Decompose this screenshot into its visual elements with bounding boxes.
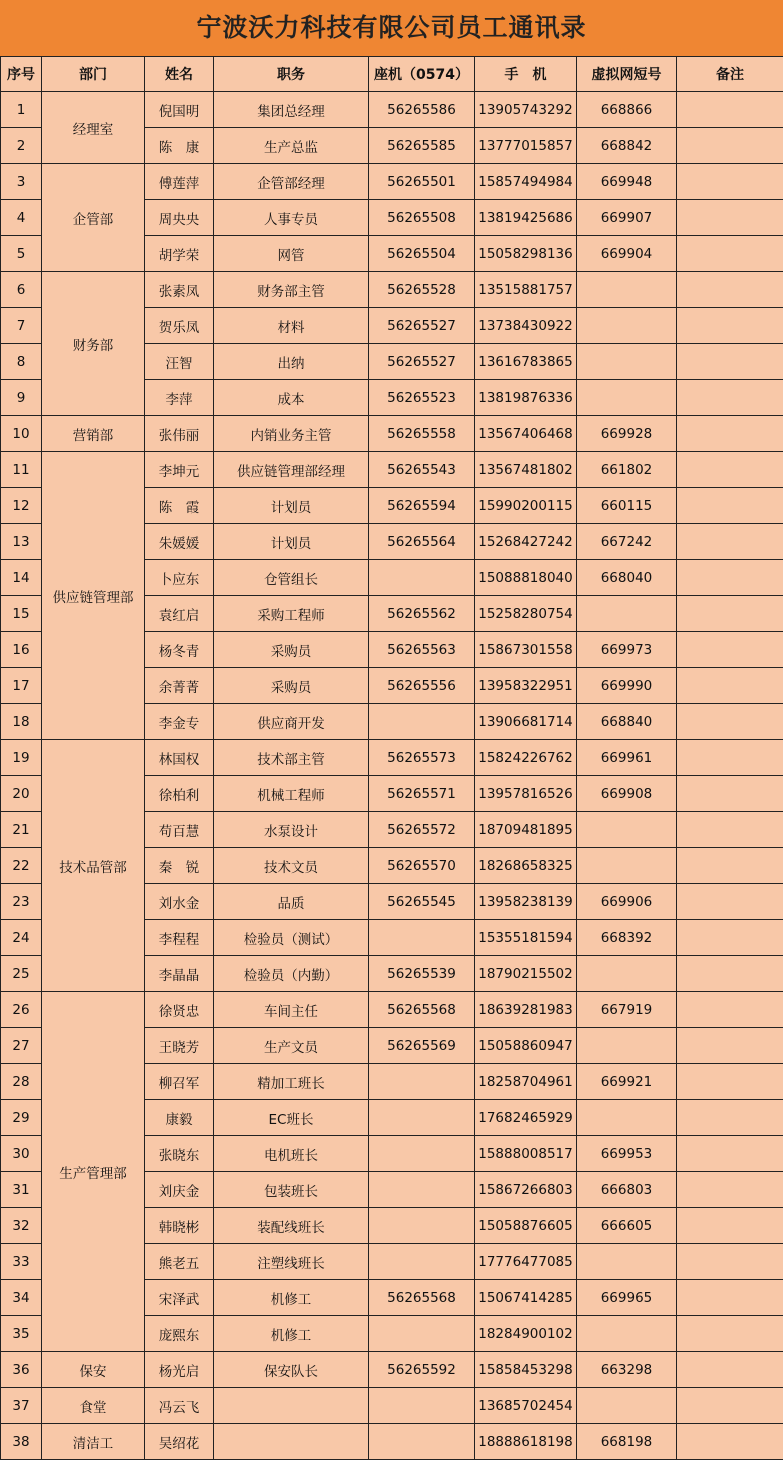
cell-index: 25 (1, 956, 42, 992)
cell-mobile: 15990200115 (475, 488, 577, 524)
cell-name: 刘庆金 (145, 1172, 214, 1208)
cell-mobile: 13777015857 (475, 128, 577, 164)
cell-landline (369, 1100, 475, 1136)
cell-index: 32 (1, 1208, 42, 1244)
cell-mobile: 17776477085 (475, 1244, 577, 1280)
cell-name: 冯云飞 (145, 1388, 214, 1424)
cell-name: 陈 康 (145, 128, 214, 164)
cell-department: 清洁工 (42, 1424, 145, 1460)
cell-index: 24 (1, 920, 42, 956)
cell-landline: 56265558 (369, 416, 475, 452)
cell-index: 38 (1, 1424, 42, 1460)
cell-index: 27 (1, 1028, 42, 1064)
cell-position: 技术部主管 (214, 740, 369, 776)
cell-position: 人事专员 (214, 200, 369, 236)
cell-name: 杨光启 (145, 1352, 214, 1388)
cell-index: 9 (1, 380, 42, 416)
cell-position: 精加工班长 (214, 1064, 369, 1100)
cell-name: 傅莲萍 (145, 164, 214, 200)
cell-department: 生产管理部 (42, 992, 145, 1352)
table-row (1, 992, 783, 1028)
cell-landline: 56265568 (369, 1280, 475, 1316)
cell-index: 34 (1, 1280, 42, 1316)
cell-position: 生产总监 (214, 128, 369, 164)
cell-name: 张伟丽 (145, 416, 214, 452)
cell-short-number (577, 812, 677, 848)
cell-mobile: 13906681714 (475, 704, 577, 740)
cell-position: 采购工程师 (214, 596, 369, 632)
cell-mobile: 17682465929 (475, 1100, 577, 1136)
cell-landline (369, 560, 475, 596)
cell-name: 朱媛媛 (145, 524, 214, 560)
cell-department: 供应链管理部 (42, 452, 145, 740)
header-cell-mobile: 手 机 (475, 57, 577, 92)
cell-position: 财务部主管 (214, 272, 369, 308)
cell-index: 11 (1, 452, 42, 488)
cell-landline: 56265564 (369, 524, 475, 560)
cell-department: 经理室 (42, 92, 145, 164)
cell-index: 10 (1, 416, 42, 452)
cell-position: 内销业务主管 (214, 416, 369, 452)
cell-index: 30 (1, 1136, 42, 1172)
cell-remark (677, 92, 783, 128)
cell-mobile: 13819425686 (475, 200, 577, 236)
cell-mobile: 18888618198 (475, 1424, 577, 1460)
cell-name: 余菁菁 (145, 668, 214, 704)
cell-mobile: 13685702454 (475, 1388, 577, 1424)
cell-remark (677, 308, 783, 344)
cell-name: 林国权 (145, 740, 214, 776)
cell-position: 包装班长 (214, 1172, 369, 1208)
cell-short-number: 669908 (577, 776, 677, 812)
cell-position: 出纳 (214, 344, 369, 380)
cell-position: 保安队长 (214, 1352, 369, 1388)
cell-landline: 56265569 (369, 1028, 475, 1064)
cell-position: 网管 (214, 236, 369, 272)
cell-index: 1 (1, 92, 42, 128)
table-row (1, 1352, 783, 1388)
cell-remark (677, 992, 783, 1028)
cell-landline: 56265586 (369, 92, 475, 128)
cell-name: 袁红启 (145, 596, 214, 632)
cell-position: 计划员 (214, 488, 369, 524)
cell-landline: 56265556 (369, 668, 475, 704)
cell-index: 4 (1, 200, 42, 236)
cell-remark (677, 1064, 783, 1100)
cell-mobile: 18639281983 (475, 992, 577, 1028)
cell-remark (677, 524, 783, 560)
cell-position: 计划员 (214, 524, 369, 560)
cell-department: 技术品管部 (42, 740, 145, 992)
cell-position: 注塑线班长 (214, 1244, 369, 1280)
cell-department: 营销部 (42, 416, 145, 452)
cell-index: 3 (1, 164, 42, 200)
cell-index: 37 (1, 1388, 42, 1424)
cell-remark (677, 128, 783, 164)
cell-remark (677, 596, 783, 632)
cell-name: 张晓东 (145, 1136, 214, 1172)
cell-position: 机械工程师 (214, 776, 369, 812)
cell-name: 张素凤 (145, 272, 214, 308)
cell-mobile: 15888008517 (475, 1136, 577, 1172)
cell-short-number (577, 1316, 677, 1352)
cell-landline: 56265528 (369, 272, 475, 308)
table-row (1, 416, 783, 452)
cell-short-number: 669973 (577, 632, 677, 668)
cell-position: 集团总经理 (214, 92, 369, 128)
cell-remark (677, 1244, 783, 1280)
cell-mobile: 15088818040 (475, 560, 577, 596)
cell-short-number: 668392 (577, 920, 677, 956)
cell-short-number (577, 344, 677, 380)
cell-landline: 56265508 (369, 200, 475, 236)
cell-short-number: 669961 (577, 740, 677, 776)
cell-department: 财务部 (42, 272, 145, 416)
cell-mobile: 15858453298 (475, 1352, 577, 1388)
cell-short-number: 661802 (577, 452, 677, 488)
cell-short-number: 669907 (577, 200, 677, 236)
cell-position: 机修工 (214, 1280, 369, 1316)
cell-position: 品质 (214, 884, 369, 920)
cell-name: 李晶晶 (145, 956, 214, 992)
cell-name: 贺乐凤 (145, 308, 214, 344)
cell-mobile: 15058876605 (475, 1208, 577, 1244)
cell-short-number: 669906 (577, 884, 677, 920)
cell-index: 31 (1, 1172, 42, 1208)
cell-landline: 56265545 (369, 884, 475, 920)
cell-remark (677, 1208, 783, 1244)
cell-position: 材料 (214, 308, 369, 344)
cell-index: 8 (1, 344, 42, 380)
cell-remark (677, 668, 783, 704)
cell-short-number: 668840 (577, 704, 677, 740)
cell-name: 汪智 (145, 344, 214, 380)
cell-landline (369, 1064, 475, 1100)
cell-index: 35 (1, 1316, 42, 1352)
table-row (1, 452, 783, 488)
cell-index: 15 (1, 596, 42, 632)
cell-position: 仓管组长 (214, 560, 369, 596)
cell-remark (677, 848, 783, 884)
cell-remark (677, 164, 783, 200)
cell-short-number: 668866 (577, 92, 677, 128)
cell-mobile: 18258704961 (475, 1064, 577, 1100)
cell-remark (677, 416, 783, 452)
cell-landline: 56265573 (369, 740, 475, 776)
cell-short-number: 667242 (577, 524, 677, 560)
cell-remark (677, 344, 783, 380)
cell-remark (677, 1316, 783, 1352)
cell-name: 韩晓彬 (145, 1208, 214, 1244)
cell-name: 康毅 (145, 1100, 214, 1136)
cell-mobile: 15867266803 (475, 1172, 577, 1208)
cell-short-number (577, 1028, 677, 1064)
cell-landline: 56265527 (369, 308, 475, 344)
cell-short-number: 669953 (577, 1136, 677, 1172)
cell-position: 机修工 (214, 1316, 369, 1352)
cell-mobile: 15067414285 (475, 1280, 577, 1316)
cell-mobile: 13567481802 (475, 452, 577, 488)
cell-short-number (577, 848, 677, 884)
cell-mobile: 13515881757 (475, 272, 577, 308)
cell-mobile: 18284900102 (475, 1316, 577, 1352)
cell-short-number: 660115 (577, 488, 677, 524)
cell-short-number (577, 1388, 677, 1424)
cell-position: 车间主任 (214, 992, 369, 1028)
header-cell-index: 序号 (1, 57, 42, 92)
header-cell-landline: 座机（0574） (369, 57, 475, 92)
cell-name: 陈 霞 (145, 488, 214, 524)
cell-short-number: 669948 (577, 164, 677, 200)
cell-remark (677, 632, 783, 668)
cell-remark (677, 776, 783, 812)
cell-mobile: 15268427242 (475, 524, 577, 560)
cell-landline (369, 1316, 475, 1352)
cell-mobile: 15857494984 (475, 164, 577, 200)
table-row (1, 164, 783, 200)
cell-mobile: 15258280754 (475, 596, 577, 632)
cell-mobile: 13957816526 (475, 776, 577, 812)
cell-position (214, 1388, 369, 1424)
cell-index: 18 (1, 704, 42, 740)
cell-landline: 56265594 (369, 488, 475, 524)
cell-mobile: 13738430922 (475, 308, 577, 344)
cell-name: 杨冬青 (145, 632, 214, 668)
cell-short-number: 669921 (577, 1064, 677, 1100)
cell-short-number (577, 272, 677, 308)
cell-remark (677, 1028, 783, 1064)
cell-index: 23 (1, 884, 42, 920)
cell-short-number: 668198 (577, 1424, 677, 1460)
cell-index: 7 (1, 308, 42, 344)
cell-short-number (577, 596, 677, 632)
cell-index: 5 (1, 236, 42, 272)
header-cell-department: 部门 (42, 57, 145, 92)
cell-short-number (577, 380, 677, 416)
cell-mobile: 18790215502 (475, 956, 577, 992)
cell-remark (677, 560, 783, 596)
cell-index: 22 (1, 848, 42, 884)
cell-department: 企管部 (42, 164, 145, 272)
cell-mobile: 15058298136 (475, 236, 577, 272)
cell-remark (677, 1136, 783, 1172)
cell-landline: 56265501 (369, 164, 475, 200)
cell-position: 检验员（内勤） (214, 956, 369, 992)
cell-landline (369, 1424, 475, 1460)
cell-remark (677, 812, 783, 848)
cell-position: 供应链管理部经理 (214, 452, 369, 488)
header-cell-short-number: 虚拟网短号 (577, 57, 677, 92)
cell-landline (369, 1136, 475, 1172)
cell-short-number: 669990 (577, 668, 677, 704)
header-cell-name: 姓名 (145, 57, 214, 92)
cell-index: 29 (1, 1100, 42, 1136)
cell-name: 卜应东 (145, 560, 214, 596)
cell-landline: 56265592 (369, 1352, 475, 1388)
cell-name: 李坤元 (145, 452, 214, 488)
cell-index: 33 (1, 1244, 42, 1280)
cell-landline: 56265543 (369, 452, 475, 488)
cell-landline: 56265539 (369, 956, 475, 992)
cell-landline (369, 1208, 475, 1244)
cell-name: 李程程 (145, 920, 214, 956)
table-body (1, 92, 783, 1460)
cell-remark (677, 740, 783, 776)
cell-mobile: 13567406468 (475, 416, 577, 452)
cell-name: 王晓芳 (145, 1028, 214, 1064)
cell-remark (677, 272, 783, 308)
cell-short-number (577, 956, 677, 992)
cell-short-number: 666803 (577, 1172, 677, 1208)
table-row (1, 272, 783, 308)
table-row (1, 740, 783, 776)
cell-name: 熊老五 (145, 1244, 214, 1280)
cell-remark (677, 1172, 783, 1208)
cell-short-number: 669928 (577, 416, 677, 452)
cell-name: 柳召军 (145, 1064, 214, 1100)
cell-remark (677, 488, 783, 524)
cell-index: 20 (1, 776, 42, 812)
cell-index: 36 (1, 1352, 42, 1388)
cell-landline (369, 1388, 475, 1424)
cell-short-number (577, 308, 677, 344)
cell-position: 成本 (214, 380, 369, 416)
cell-remark (677, 1352, 783, 1388)
cell-short-number: 667919 (577, 992, 677, 1028)
cell-landline (369, 1244, 475, 1280)
cell-landline: 56265571 (369, 776, 475, 812)
cell-index: 28 (1, 1064, 42, 1100)
cell-mobile: 13819876336 (475, 380, 577, 416)
cell-index: 21 (1, 812, 42, 848)
cell-landline: 56265568 (369, 992, 475, 1028)
cell-remark (677, 380, 783, 416)
cell-name: 苟百慧 (145, 812, 214, 848)
cell-position: 装配线班长 (214, 1208, 369, 1244)
cell-mobile: 18268658325 (475, 848, 577, 884)
cell-short-number: 669965 (577, 1280, 677, 1316)
cell-name: 秦 锐 (145, 848, 214, 884)
cell-remark (677, 452, 783, 488)
cell-short-number (577, 1100, 677, 1136)
cell-remark (677, 884, 783, 920)
cell-mobile: 15824226762 (475, 740, 577, 776)
cell-name: 倪国明 (145, 92, 214, 128)
cell-name: 宋泽武 (145, 1280, 214, 1316)
header-cell-remark: 备注 (677, 57, 783, 92)
cell-remark (677, 236, 783, 272)
cell-position: 技术文员 (214, 848, 369, 884)
cell-landline: 56265585 (369, 128, 475, 164)
cell-landline: 56265504 (369, 236, 475, 272)
cell-remark (677, 1388, 783, 1424)
cell-index: 6 (1, 272, 42, 308)
table-row (1, 1388, 783, 1424)
cell-index: 13 (1, 524, 42, 560)
table-row (1, 92, 783, 128)
cell-landline: 56265572 (369, 812, 475, 848)
cell-short-number: 669904 (577, 236, 677, 272)
cell-short-number (577, 1244, 677, 1280)
cell-short-number: 663298 (577, 1352, 677, 1388)
cell-index: 12 (1, 488, 42, 524)
cell-mobile: 13958322951 (475, 668, 577, 704)
cell-index: 14 (1, 560, 42, 596)
header-row (1, 57, 783, 92)
cell-index: 2 (1, 128, 42, 164)
cell-mobile: 13905743292 (475, 92, 577, 128)
cell-remark (677, 1424, 783, 1460)
cell-mobile: 13616783865 (475, 344, 577, 380)
cell-name: 徐贤忠 (145, 992, 214, 1028)
employee-directory-table (0, 56, 783, 1460)
cell-remark (677, 200, 783, 236)
cell-index: 19 (1, 740, 42, 776)
cell-index: 17 (1, 668, 42, 704)
cell-name: 刘水金 (145, 884, 214, 920)
cell-department: 保安 (42, 1352, 145, 1388)
cell-mobile: 13958238139 (475, 884, 577, 920)
cell-landline: 56265523 (369, 380, 475, 416)
cell-position: 采购员 (214, 632, 369, 668)
cell-position: 水泵设计 (214, 812, 369, 848)
cell-position: 采购员 (214, 668, 369, 704)
cell-landline (369, 920, 475, 956)
cell-landline (369, 704, 475, 740)
cell-name: 李金专 (145, 704, 214, 740)
cell-short-number: 666605 (577, 1208, 677, 1244)
cell-position: 检验员（测试） (214, 920, 369, 956)
cell-remark (677, 956, 783, 992)
cell-department: 食堂 (42, 1388, 145, 1424)
cell-mobile: 15867301558 (475, 632, 577, 668)
cell-mobile: 18709481895 (475, 812, 577, 848)
cell-name: 周央央 (145, 200, 214, 236)
cell-position: 供应商开发 (214, 704, 369, 740)
cell-remark (677, 704, 783, 740)
cell-landline: 56265527 (369, 344, 475, 380)
cell-name: 吴绍花 (145, 1424, 214, 1460)
cell-name: 庞熙东 (145, 1316, 214, 1352)
cell-remark (677, 1100, 783, 1136)
cell-index: 26 (1, 992, 42, 1028)
cell-short-number: 668842 (577, 128, 677, 164)
cell-index: 16 (1, 632, 42, 668)
table-row (1, 1424, 783, 1460)
cell-landline (369, 1172, 475, 1208)
cell-remark (677, 1280, 783, 1316)
cell-position: 生产文员 (214, 1028, 369, 1064)
page-title: 宁波沃力科技有限公司员工通讯录 (0, 0, 783, 56)
header-cell-position: 职务 (214, 57, 369, 92)
cell-name: 徐柏利 (145, 776, 214, 812)
cell-mobile: 15355181594 (475, 920, 577, 956)
cell-short-number: 668040 (577, 560, 677, 596)
cell-position: EC班长 (214, 1100, 369, 1136)
cell-position: 企管部经理 (214, 164, 369, 200)
cell-position (214, 1424, 369, 1460)
cell-landline: 56265570 (369, 848, 475, 884)
cell-name: 胡学荣 (145, 236, 214, 272)
cell-landline: 56265563 (369, 632, 475, 668)
cell-mobile: 15058860947 (475, 1028, 577, 1064)
cell-name: 李萍 (145, 380, 214, 416)
cell-position: 电机班长 (214, 1136, 369, 1172)
cell-landline: 56265562 (369, 596, 475, 632)
cell-remark (677, 920, 783, 956)
